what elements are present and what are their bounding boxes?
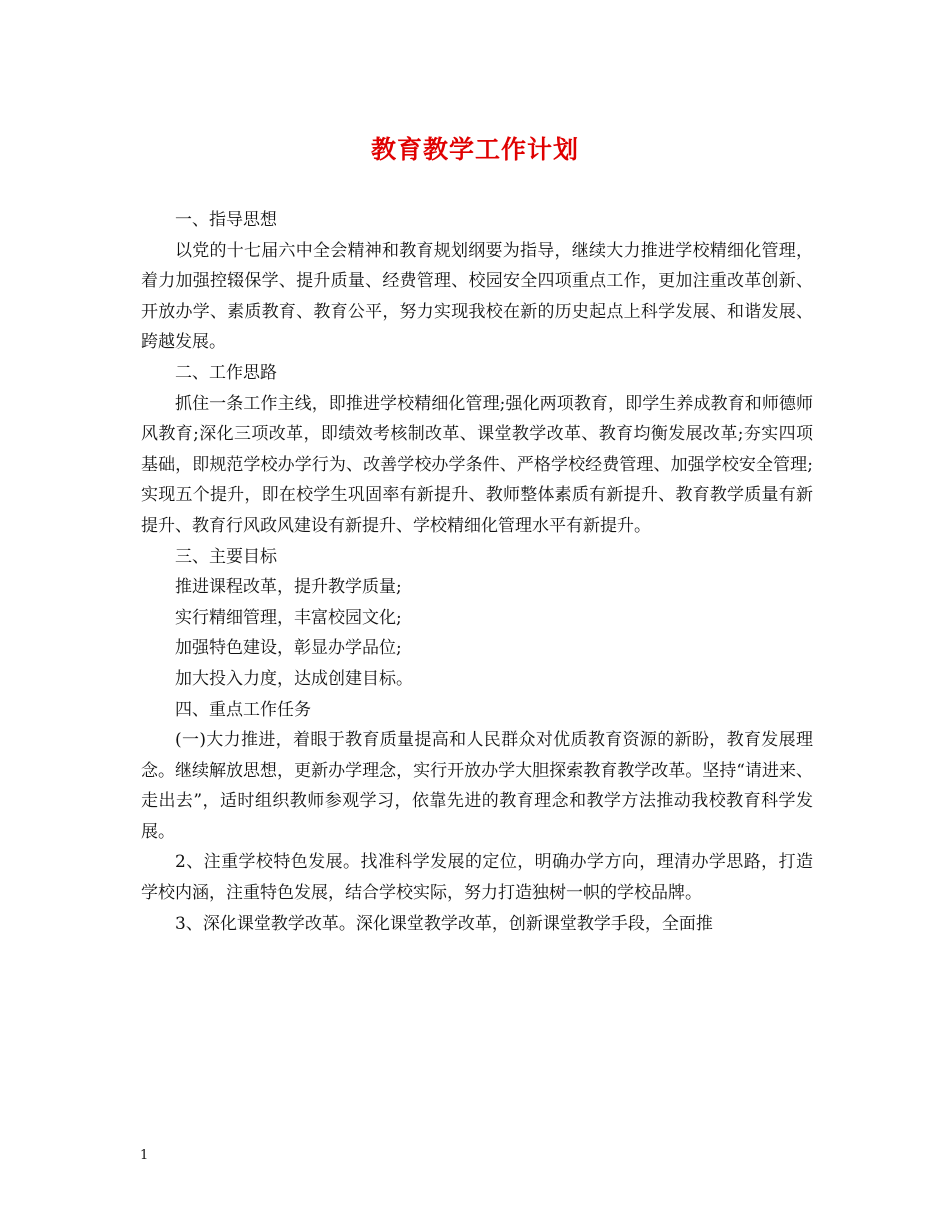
goal-item: 加大投入力度，达成创建目标。: [175, 668, 413, 689]
paragraph-task-2: 2、注重学校特色发展。找准科学发展的定位，明确办学方向，理清办学思路，打造学校内涵，注重特色发展，结合学校实际，努力打造独树一帜的学校品牌。: [141, 852, 813, 904]
document-title: 教育教学工作计划: [370, 135, 579, 164]
goal-item: 推进课程改革，提升教学质量;: [175, 577, 402, 598]
paragraph-task-3: 3、深化课堂教学改革。深化课堂教学改革，创新课堂教学手段，全面推: [175, 913, 713, 934]
section-heading-guiding-ideology: 一、指导思想: [175, 210, 277, 230]
section-heading-main-goals: 三、主要目标: [175, 546, 277, 567]
paragraph-guiding-ideology: 以党的十七届六中全会精神和教育规划纲要为指导，继续大力推进学校精细化管理，着力加强控辍保学、提升质量、经费管理、校园安全四项重点工作，更加注重改革创新、开放办学、素质教育、教育公平，努力实现我校在新的历史起点上科学发展、和谐发展、跨越发展。: [141, 240, 813, 353]
section-heading-work-approach: 二、工作思路: [175, 362, 277, 383]
paragraph-work-approach: 抓住一条工作主线，即推进学校精细化管理;强化两项教育，即学生养成教育和师德师风教育;深化三项改革，即绩效考核制改革、课堂教学改革、教育均衡发展改革;夯实四项基础，即规范学校办学行为、改善学校办学条件、严格学校经费管理、加强学校安全管理;实现五个提升，即在校学生巩固率有新提升、教师整体素质有新提升、教育教学质量有新提升、教育行风政风建设有新提升、学校精细化管理水平有新提升。: [141, 393, 813, 536]
document-body: [141, 205, 813, 939]
paragraph-task-1: (一)大力推进，着眼于教育质量提高和人民群众对优质教育资源的新盼，教育发展理念。继续解放思想，更新办学理念，实行开放办学大胆探索教育教学改革。坚持“请进来、走出去”，适时组织教师参观学习，依靠先进的教育理念和教学方法推动我校教育科学发展。: [141, 730, 813, 842]
goal-item: 加强特色建设，彰显办学品位;: [175, 638, 402, 659]
goal-item: 实行精细管理，丰富校园文化;: [175, 607, 402, 628]
page-number: 1: [140, 1148, 149, 1163]
section-heading-key-tasks: 四、重点工作任务: [175, 699, 311, 720]
